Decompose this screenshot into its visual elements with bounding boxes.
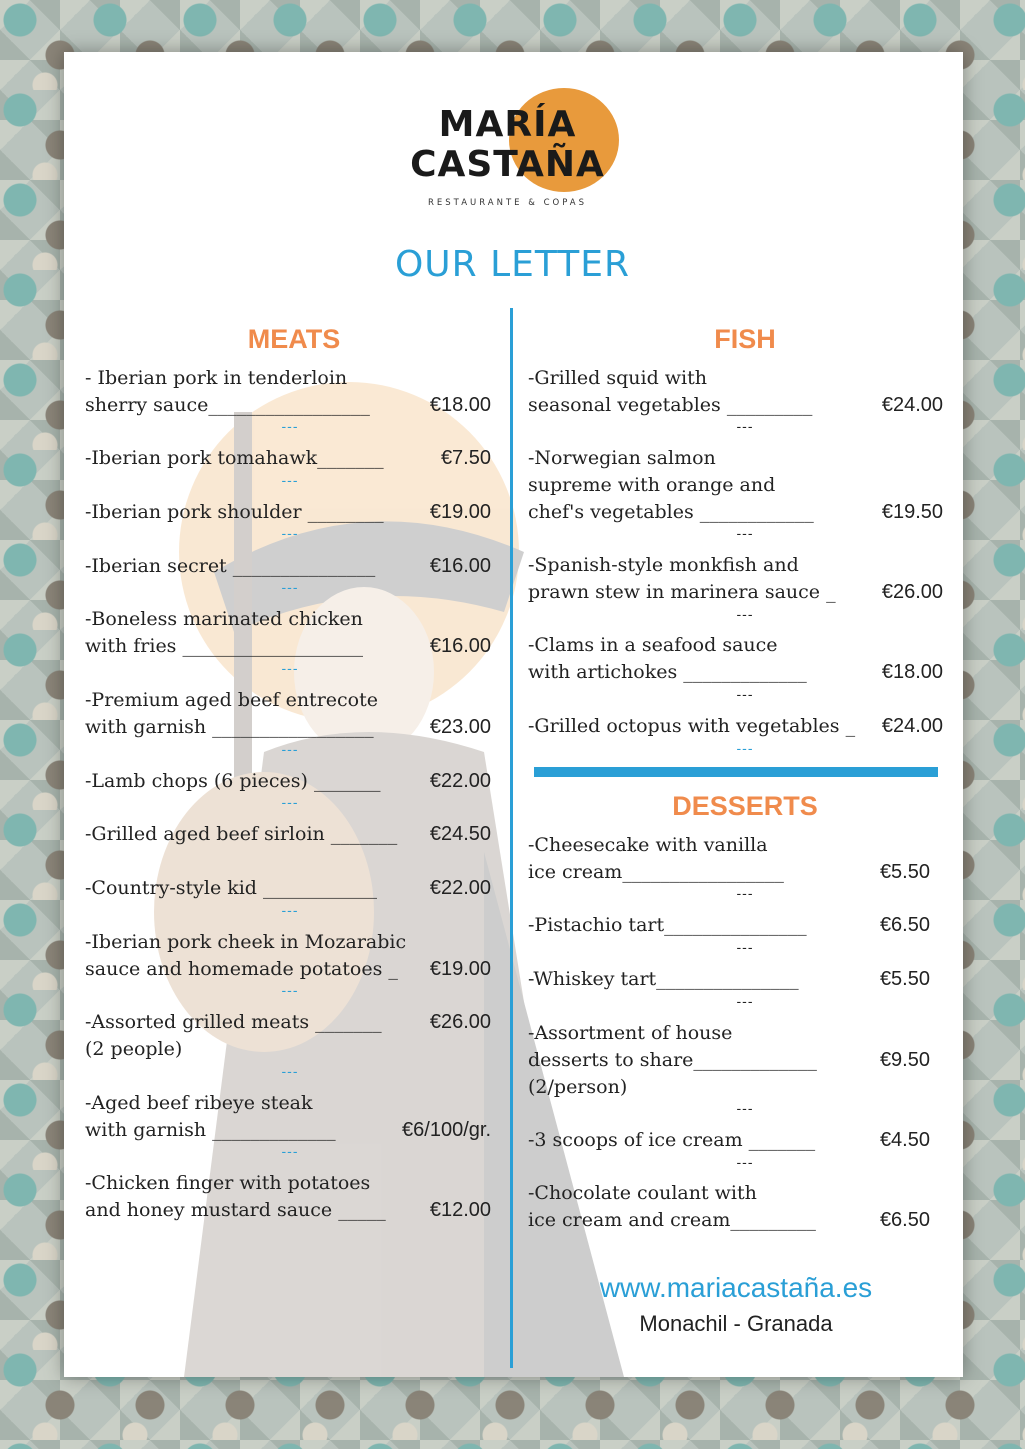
item-price: €16.00 <box>429 635 491 657</box>
meats-menu-item <box>85 821 491 848</box>
desserts-title: DESSERTS <box>672 791 818 821</box>
item-separator: --- <box>736 418 754 434</box>
logo-name-line1: MARÍA <box>438 104 577 145</box>
item-price: €9.50 <box>879 1049 930 1071</box>
fish-title: FISH <box>714 324 776 354</box>
item-name-line: -Cheesecake with vanilla <box>528 834 768 856</box>
item-separator: --- <box>281 418 299 434</box>
item-name-line: -Whiskey tart_______________ <box>528 968 799 990</box>
item-name-line: -Grilled octopus with vegetables _ <box>528 715 856 737</box>
item-name-line: with garnish _________________ <box>85 716 374 738</box>
item-separator: --- <box>281 741 299 757</box>
meats-title: MEATS <box>247 324 341 354</box>
item-price: €7.50 <box>440 447 491 469</box>
item-price: €5.50 <box>879 968 930 990</box>
item-separator: --- <box>281 1063 299 1079</box>
item-name-line: with fries ___________________ <box>85 635 363 657</box>
desserts-menu-item <box>528 1180 930 1234</box>
item-separator: --- <box>281 525 299 541</box>
item-price: €18.00 <box>429 394 491 416</box>
desserts-menu-item <box>528 966 930 993</box>
fish-menu-item <box>528 365 943 419</box>
item-name-line: (2/person) <box>528 1076 628 1098</box>
item-price: €26.00 <box>429 1011 491 1033</box>
item-price: €6/100/gr. <box>402 1119 491 1141</box>
item-name-line: seasonal vegetables _________ <box>528 394 813 416</box>
meats-menu-item <box>85 1009 491 1063</box>
item-separator: --- <box>281 982 299 998</box>
item-name-line: -Iberian pork cheek in Mozarabic <box>85 931 407 953</box>
item-price: €16.00 <box>429 555 491 577</box>
item-separator: --- <box>281 1143 299 1159</box>
item-separator: --- <box>736 525 754 541</box>
item-price: €6.50 <box>879 1209 930 1231</box>
item-name-line: - Iberian pork in tenderloin <box>85 367 348 389</box>
item-name-line: -Chicken finger with potatoes <box>85 1172 371 1194</box>
meats-menu-item <box>85 768 491 795</box>
location-text: Monachil - Granada <box>639 1311 833 1336</box>
meats-menu-item <box>85 499 491 526</box>
menu-card <box>64 52 963 1377</box>
item-price: €19.00 <box>429 501 491 523</box>
meats-menu-item <box>85 445 491 472</box>
item-name-line: -Grilled aged beef sirloin _______ <box>85 823 398 845</box>
restaurant-logo <box>64 52 963 222</box>
meats-menu-item <box>85 553 491 580</box>
item-name-line: -3 scoops of ice cream _______ <box>528 1129 816 1151</box>
item-name-line: -Iberian pork tomahawk_______ <box>85 447 384 469</box>
item-price: €22.00 <box>429 877 491 899</box>
item-name-line: sherry sauce_________________ <box>85 394 370 416</box>
item-name-line: -Lamb chops (6 pieces) _______ <box>85 770 381 792</box>
item-price: €26.00 <box>881 581 943 603</box>
item-name-line: -Norwegian salmon <box>528 447 716 469</box>
item-name-line: -Iberian pork shoulder ________ <box>85 501 384 523</box>
item-name-line: with artichokes _____________ <box>528 661 807 683</box>
item-price: €22.00 <box>429 770 491 792</box>
fish-menu-item <box>528 552 943 606</box>
item-price: €12.00 <box>429 1199 491 1221</box>
item-name-line: prawn stew in marinera sauce _ <box>528 581 836 603</box>
item-name-line: ice cream_________________ <box>528 861 784 883</box>
item-price: €4.50 <box>879 1129 930 1151</box>
item-separator: --- <box>281 794 299 810</box>
item-name-line: -Assorted grilled meats _______ <box>85 1011 382 1033</box>
item-separator: --- <box>736 885 754 901</box>
item-name-line: -Chocolate coulant with <box>528 1182 757 1204</box>
item-name-line: supreme with orange and <box>528 474 776 496</box>
item-separator: --- <box>736 686 754 702</box>
item-price: €6.50 <box>879 914 930 936</box>
item-name-line: -Aged beef ribeye steak <box>85 1092 313 1114</box>
item-name-line: chef's vegetables ____________ <box>528 501 814 523</box>
item-name-line: ice cream and cream_________ <box>528 1209 816 1231</box>
item-name-line: -Country-style kid ____________ <box>85 877 378 899</box>
item-separator: --- <box>281 472 299 488</box>
item-separator: --- <box>281 902 299 918</box>
item-separator: --- <box>736 1154 754 1170</box>
item-separator: --- <box>736 993 754 1009</box>
meats-menu-item <box>85 1090 491 1144</box>
logo-name-line2: CASTAÑA <box>410 144 605 185</box>
item-price: €19.50 <box>881 501 943 523</box>
item-name-line: desserts to share_____________ <box>528 1049 817 1071</box>
meats-menu-item <box>85 687 491 741</box>
item-price: €18.00 <box>881 661 943 683</box>
desserts-menu-item <box>528 1020 930 1101</box>
item-price: €24.00 <box>881 394 943 416</box>
website-link[interactable]: www.mariacastaña.es <box>599 1272 873 1303</box>
item-name-line: -Grilled squid with <box>528 367 707 389</box>
meats-menu-item <box>85 929 491 983</box>
item-price: €24.50 <box>429 823 491 845</box>
item-name-line: (2 people) <box>85 1038 183 1060</box>
item-name-line: -Premium aged beef entrecote <box>85 689 378 711</box>
meats-menu-item <box>85 606 491 660</box>
logo-tagline: RESTAURANTE & COPAS <box>428 198 587 208</box>
item-name-line: -Iberian secret _______________ <box>85 555 376 577</box>
item-name-line: -Spanish-style monkfish and <box>528 554 799 576</box>
item-price: €23.00 <box>429 716 491 738</box>
item-separator: --- <box>736 1100 754 1116</box>
item-separator: --- <box>281 579 299 595</box>
column-divider <box>510 308 513 1368</box>
item-separator: --- <box>736 606 754 622</box>
page-title: OUR LETTER <box>394 244 631 285</box>
desserts-menu-item <box>528 832 930 886</box>
fish-menu-item <box>528 445 943 526</box>
item-separator: --- <box>736 939 754 955</box>
item-price: €24.00 <box>881 715 943 737</box>
section-divider <box>534 767 938 777</box>
item-separator: --- <box>281 660 299 676</box>
fish-menu-item <box>528 632 943 686</box>
item-name-line: -Clams in a seafood sauce <box>528 634 778 656</box>
meats-menu-item <box>85 875 491 902</box>
fish-menu-item <box>528 713 943 740</box>
desserts-menu-item <box>528 1127 930 1154</box>
item-separator: --- <box>736 740 754 756</box>
meats-menu-item <box>85 365 491 419</box>
desserts-menu-item <box>528 912 930 939</box>
item-name-line: -Pistachio tart_______________ <box>528 914 807 936</box>
item-name-line: -Assortment of house <box>528 1022 733 1044</box>
item-name-line: with garnish _____________ <box>85 1119 336 1141</box>
item-name-line: -Boneless marinated chicken <box>85 608 363 630</box>
item-price: €5.50 <box>879 861 930 883</box>
meats-menu-item <box>85 1170 491 1224</box>
item-price: €19.00 <box>429 958 491 980</box>
item-name-line: sauce and homemade potatoes _ <box>85 958 398 980</box>
item-name-line: and honey mustard sauce _____ <box>85 1199 386 1221</box>
